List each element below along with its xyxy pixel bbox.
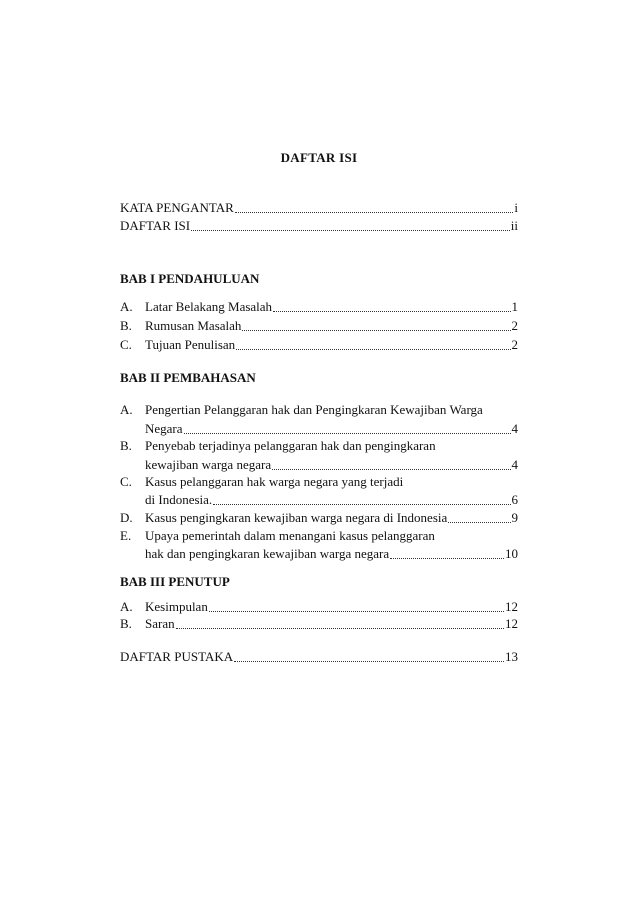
toc-entry-text: Tujuan Penulisan xyxy=(145,337,236,352)
toc-page-number: 13 xyxy=(505,649,518,664)
section-heading-bab-2: BAB II PEMBAHASAN xyxy=(120,370,256,385)
toc-entry-text: Upaya pemerintah dalam menangani kasus pelanggaran xyxy=(145,528,435,543)
toc-entry-letter: C. xyxy=(120,337,132,352)
toc-entry-text: Penyebab terjadinya pelanggaran hak dan pengingkaran xyxy=(145,438,436,453)
dot-leader xyxy=(234,661,504,662)
toc-entry-line2 xyxy=(145,544,518,562)
toc-entry-text: Pengertian Pelanggaran hak dan Pengingkaran Kewajiban Warga xyxy=(145,402,483,417)
section-heading-bab-1: BAB I PENDAHULUAN xyxy=(120,271,260,286)
toc-entry-text: Latar Belakang Masalah xyxy=(145,299,273,314)
toc-page-number: i xyxy=(514,200,518,215)
dot-leader xyxy=(390,558,504,559)
toc-entry-text: Kasus pengingkaran kewajiban warga negara di Indonesia xyxy=(145,510,448,525)
dot-leader xyxy=(273,311,510,312)
dot-leader xyxy=(213,504,510,505)
toc-entry-line1 xyxy=(120,436,518,454)
toc-page-number: 2 xyxy=(511,337,518,352)
toc-page-number: ii xyxy=(510,218,518,233)
toc-page-number: 6 xyxy=(511,492,518,507)
toc-entry-line1 xyxy=(120,472,518,490)
toc-page-number: 12 xyxy=(505,599,518,614)
toc-entry-letter: D. xyxy=(120,510,133,525)
dot-leader xyxy=(448,522,510,523)
toc-entry-text: Saran xyxy=(145,616,175,631)
toc-entry-daftar-isi xyxy=(120,216,518,234)
dot-leader xyxy=(209,611,504,612)
toc-page-number: 9 xyxy=(511,510,518,525)
toc-entry-text: Rumusan Masalah xyxy=(145,318,242,333)
toc-page-number: 1 xyxy=(511,299,518,314)
toc-entry-line1 xyxy=(120,526,518,544)
toc-page-number: 4 xyxy=(511,421,518,436)
section-heading-bab-3: BAB III PENUTUP xyxy=(120,574,230,589)
dot-leader xyxy=(184,433,511,434)
toc-entry-daftar-pustaka xyxy=(120,647,518,665)
toc-entry-text: DAFTAR ISI xyxy=(120,218,191,233)
toc-entry-letter: B. xyxy=(120,318,132,333)
dot-leader xyxy=(191,230,510,231)
toc-entry xyxy=(120,614,518,632)
toc-page-number: 12 xyxy=(505,616,518,631)
toc-page-number: 4 xyxy=(511,457,518,472)
toc-entry-letter: A. xyxy=(120,299,133,314)
toc-entry xyxy=(120,508,518,526)
page-title: DAFTAR ISI xyxy=(280,150,358,165)
toc-entry-text: di Indonesia. xyxy=(145,492,213,507)
toc-entry-line2 xyxy=(145,490,518,508)
toc-entry-line2 xyxy=(145,419,518,437)
toc-entry-letter: A. xyxy=(120,599,133,614)
toc-entry-text: kewajiban warga negara xyxy=(145,457,272,472)
toc-entry-text: Kesimpulan xyxy=(145,599,208,614)
toc-page-number: 10 xyxy=(505,546,518,561)
toc-page-number: 2 xyxy=(511,318,518,333)
toc-entry-text: Kasus pelanggaran hak warga negara yang terjadi xyxy=(145,474,404,489)
toc-entry xyxy=(120,297,518,315)
toc-entry-letter: B. xyxy=(120,438,132,453)
toc-entry xyxy=(120,597,518,615)
toc-entry-kata-pengantar xyxy=(120,198,518,216)
dot-leader xyxy=(236,349,510,350)
toc-entry-letter: C. xyxy=(120,474,132,489)
toc-entry-text: KATA PENGANTAR xyxy=(120,200,234,215)
toc-entry-line2 xyxy=(145,455,518,473)
toc-entry-letter: E. xyxy=(120,528,132,543)
toc-entry-line1 xyxy=(120,400,518,418)
toc-entry-text: hak dan pengingkaran kewajiban warga negara xyxy=(145,546,390,561)
toc-entry-letter: A. xyxy=(120,402,133,417)
dot-leader xyxy=(272,469,510,470)
dot-leader xyxy=(176,628,504,629)
toc-entry-text: Negara xyxy=(145,421,183,436)
toc-entry xyxy=(120,335,518,353)
dot-leader xyxy=(235,212,514,213)
toc-entry-letter: B. xyxy=(120,616,132,631)
toc-entry-text: DAFTAR PUSTAKA xyxy=(120,649,234,664)
dot-leader xyxy=(242,330,510,331)
toc-entry xyxy=(120,316,518,334)
